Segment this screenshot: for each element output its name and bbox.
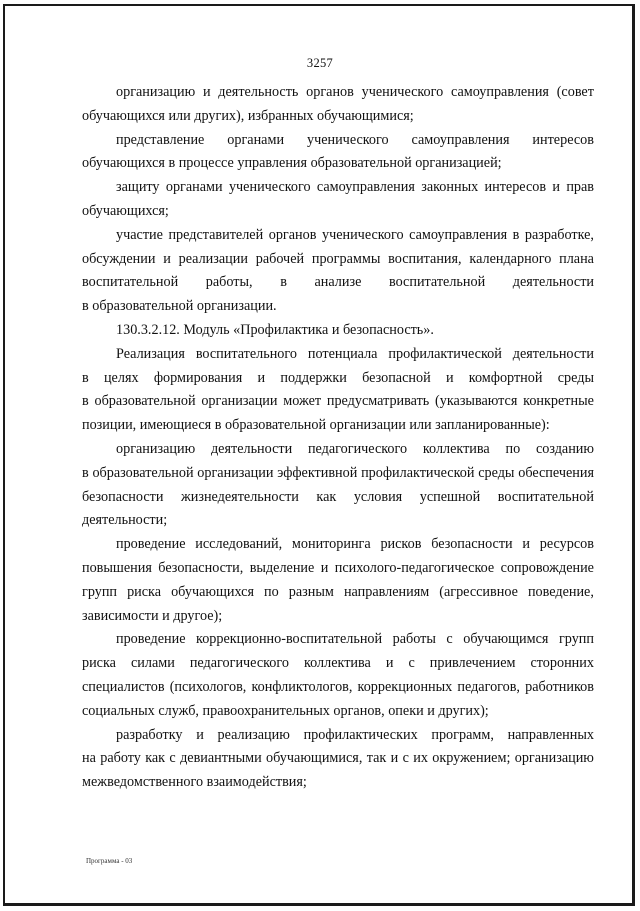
text-line: 130.3.2.12. Модуль «Профилактика и безопасность».	[116, 321, 434, 338]
text-line: в целях формирования и поддержки безопасной и комфортной среды	[82, 369, 594, 386]
text-line: в образовательной организации может предусматривать (указываются конкретные	[82, 393, 594, 410]
text-line: риска силами педагогического коллектива и с привлечением сторонних	[82, 655, 594, 672]
text-line: проведение исследований, мониторинга рисков безопасности и ресурсов	[116, 536, 594, 553]
text-line: социальных служб, правоохранительных органов, опеки и других);	[82, 702, 489, 719]
document-body	[82, 81, 594, 795]
text-line: зависимости и другое);	[82, 607, 223, 624]
text-line: участие представителей органов ученического самоуправления в разработке,	[116, 226, 594, 243]
document-footer: Программа - 03	[86, 857, 133, 865]
text-line: безопасности жизнедеятельности как условия успешной воспитательной	[82, 488, 594, 505]
page-number: 3257	[306, 56, 334, 70]
text-line: обучающихся в процессе управления образовательной организацией;	[82, 155, 502, 172]
text-line: в образовательной организации эффективной профилактической среды обеспечения	[82, 464, 594, 481]
text-line: организацию и деятельность органов ученического самоуправления (совет	[116, 84, 594, 100]
text-line: в образовательной организации.	[82, 298, 277, 315]
text-line: на работу как с девиантными обучающимися, так и с их окружением; организацию	[82, 750, 594, 767]
text-line: обучающихся или других), избранных обучающимися;	[82, 107, 414, 124]
text-line: групп риска обучающихся по разным направлениям (агрессивное поведение,	[82, 583, 594, 600]
text-line: деятельности;	[82, 512, 168, 529]
text-line: воспитательной работы, в анализе воспитательной деятельности	[82, 274, 594, 291]
text-line: повышения безопасности, выделение и психолого-педагогическое сопровождение	[82, 559, 594, 576]
text-line: организацию деятельности педагогического коллектива по созданию	[116, 440, 594, 457]
text-line: позиции, имеющиеся в образовательной организации или запланированные):	[82, 417, 550, 434]
text-line: обучающихся;	[82, 202, 169, 219]
text-line: защиту органами ученического самоуправления законных интересов и прав	[116, 179, 594, 196]
text-line: проведение коррекционно-воспитательной работы с обучающимся групп	[116, 631, 594, 648]
text-line: разработку и реализацию профилактических программ, направленных	[116, 726, 594, 743]
text-line: специалистов (психологов, конфликтологов, коррекционных педагогов, работников	[82, 678, 594, 695]
text-line: обсуждении и реализации рабочей программы воспитания, календарного плана	[82, 250, 594, 267]
text-line: межведомственного взаимодействия;	[82, 774, 307, 791]
text-line: представление органами ученического самоуправления интересов	[116, 131, 594, 148]
text-line: Реализация воспитательного потенциала профилактической деятельности	[116, 345, 594, 362]
